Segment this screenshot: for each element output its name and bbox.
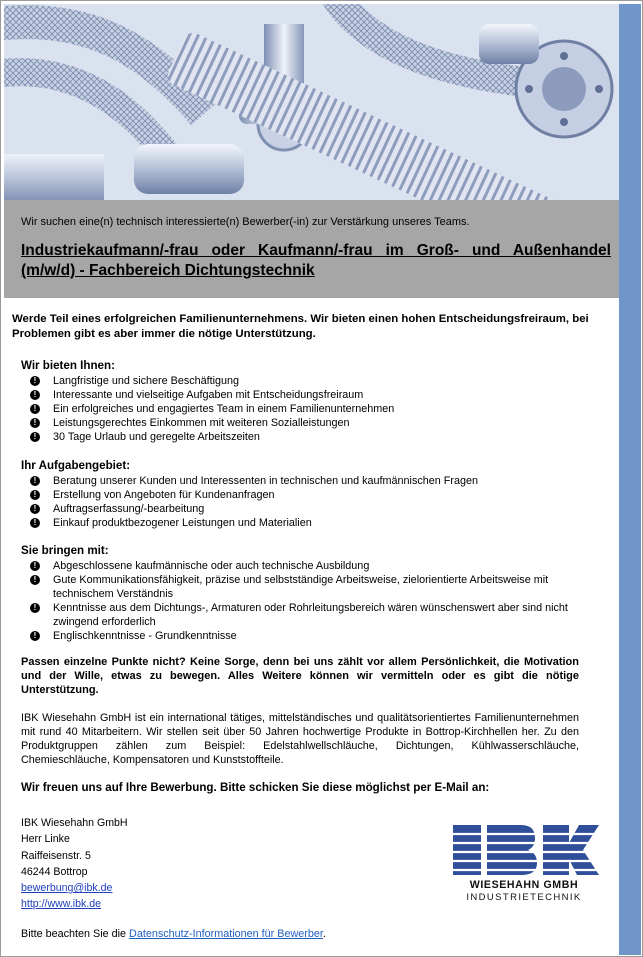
list-item: ! Gute Kommunikationsfähigkeit, präzise und selbstständige Arbeitsweise, zielorientierte Arbeitsweise mit technischem Verständnis <box>30 573 600 601</box>
contact-city: 46244 Bottrop <box>21 865 88 878</box>
list-item: ! Abgeschlossene kaufmännische oder auch technische Ausbildung <box>30 559 600 573</box>
requirements-heading: Sie bringen mit: <box>21 544 109 557</box>
bullet-icon: ! <box>30 504 40 514</box>
list-item: ! Ein erfolgreiches und engagiertes Team in einem Familienunternehmen <box>30 402 600 416</box>
website-link[interactable]: http://www.ibk.de <box>21 898 102 911</box>
contact-block <box>21 815 128 913</box>
hoses-illustration <box>4 4 619 200</box>
bullet-icon: ! <box>30 631 40 641</box>
offer-list <box>30 374 600 444</box>
bullet-icon: ! <box>30 561 40 571</box>
lead-paragraph: Werde Teil eines erfolgreichen Familienunternehmens. Wir bieten einen hohen Entscheidungsfreiraum, bei Problemen gibt es aber immer die nötige Unterstützung. <box>12 313 589 340</box>
contact-street: Raiffeisenstr. 5 <box>21 849 91 862</box>
email-link[interactable]: bewerbung@ibk.de <box>21 882 113 895</box>
contact-person: Herr Linke <box>21 833 70 846</box>
intro-text: Wir suchen eine(n) technisch interessierte(n) Bewerber(-in) zur Verstärkung unseres Teams. <box>21 216 470 228</box>
list-item: ! Beratung unserer Kunden und Interessenten in technischen und kaufmännischen Fragen <box>30 474 600 488</box>
list-item: ! Leistungsgerechtes Einkommen mit weiteren Sozialleistungen <box>30 416 600 430</box>
privacy-note: Bitte beachten Sie die Datenschutz-Informationen für Bewerber. <box>21 928 326 940</box>
contact-company: IBK Wiesehahn GmbH <box>21 817 128 829</box>
bullet-icon: ! <box>30 518 40 528</box>
svg-text:IBK: IBK <box>524 861 526 862</box>
list-item: ! 30 Tage Urlaub und geregelte Arbeitszeiten <box>30 430 600 444</box>
list-item: ! Einkauf produktbezogener Leistungen und Materialien <box>30 516 600 530</box>
list-item: ! Erstellung von Angeboten für Kundenanfragen <box>30 488 600 502</box>
bullet-icon: ! <box>30 432 40 442</box>
header-product-image <box>4 4 619 200</box>
bullet-icon: ! <box>30 476 40 486</box>
logo-company-name: WIESEHAHN GMBH <box>469 879 579 891</box>
bullet-icon: ! <box>30 376 40 386</box>
offer-heading: Wir bieten Ihnen: <box>21 359 115 372</box>
bullet-icon: ! <box>30 575 40 585</box>
apply-paragraph: Wir freuen uns auf Ihre Bewerbung. Bitte schicken Sie diese möglichst per E-Mail an: <box>21 781 490 794</box>
ibk-logo-mark <box>449 821 599 879</box>
tasks-heading: Ihr Aufgabengebiet: <box>21 459 131 472</box>
bullet-icon: ! <box>30 490 40 500</box>
tasks-list <box>30 474 600 530</box>
company-paragraph: IBK Wiesehahn GmbH ist ein international tätiges, mittelständisches und qualitätsorientiertes Familienunternehmen mit rund 40 Mitarbeitern. Wir stellen seit über 50 Jahren hochwertige Produkte in Bottrop-Kirchhellen her. Zu den Produktgruppen zählen zum Beispiel: Edelstahlwellschläuche, Dichtungen, Kühlwasserschläuche, Chemieschläuche, Kompensatoren und Kunststoffteile. <box>21 712 579 766</box>
requirements-list <box>30 559 600 643</box>
accent-side-bar <box>619 4 641 955</box>
list-item: ! Kenntnisse aus dem Dichtungs-, Armaturen oder Rohrleitungsbereich wären wünschenswert aber sind nicht zwingend erforderlich <box>30 601 600 629</box>
list-item: ! Interessante und vielseitige Aufgaben mit Entscheidungsfreiraum <box>30 388 600 402</box>
bullet-icon: ! <box>30 603 40 613</box>
list-item: ! Englischkenntnisse - Grundkenntnisse <box>30 629 600 643</box>
ibk-logo <box>449 821 599 905</box>
bullet-icon: ! <box>30 418 40 428</box>
bullet-icon: ! <box>30 404 40 414</box>
privacy-link[interactable]: Datenschutz-Informationen für Bewerber <box>129 928 323 940</box>
list-item: ! Langfristige und sichere Beschäftigung <box>30 374 600 388</box>
list-item: ! Auftragserfassung/-bearbeitung <box>30 502 600 516</box>
logo-subtitle: INDUSTRIETECHNIK <box>466 892 582 903</box>
bullet-icon: ! <box>30 390 40 400</box>
job-title: Industriekaufmann/-frau oder Kaufmann/-frau im Groß- und Außenhandel (m/w/d) - Fachbereich Dichtungstechnik <box>21 242 611 279</box>
reassurance-paragraph: Passen einzelne Punkte nicht? Keine Sorge, denn bei uns zählt vor allem Persönlichkeit, die Motivation und der Wille, etwas zu bewegen. Alles Weitere können wir vermitteln oder es gibt die nötige Unterstützung. <box>21 656 579 696</box>
